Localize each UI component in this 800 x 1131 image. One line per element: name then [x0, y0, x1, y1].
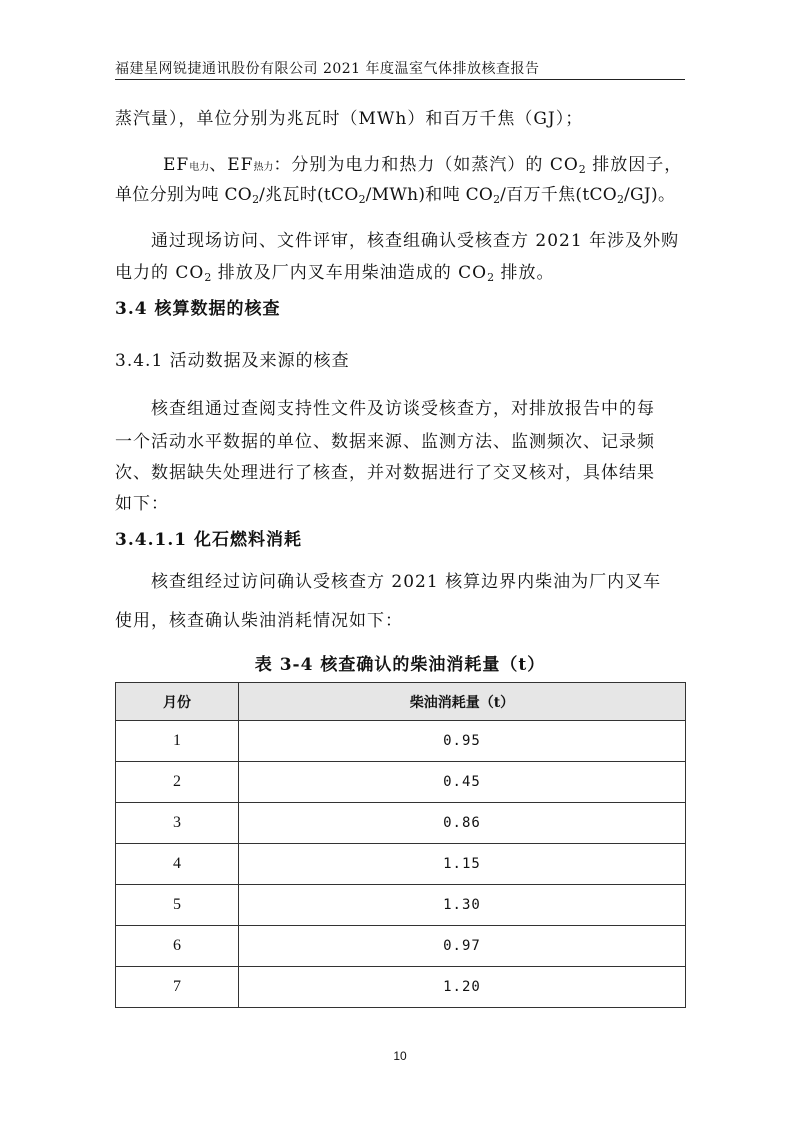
- paragraph-line: 一个活动水平数据的单位、数据来源、监测方法、监测频次、记录频: [115, 432, 655, 452]
- diesel-value-cell: 0.86: [238, 803, 685, 844]
- paragraph-line: 单位分别为吨 $CO_2/$兆瓦时(tCO$_2$/MWh)和吨 $CO_2/$百万千焦(tCO$_2$/GJ)。: [115, 185, 676, 206]
- section-heading: 3.4 核算数据的核查: [115, 299, 281, 319]
- column-header-month: 月份: [116, 683, 239, 721]
- paragraph-line: 使用，核查确认柴油消耗情况如下：: [115, 611, 403, 631]
- header-divider: [115, 79, 685, 80]
- month-cell: 3: [116, 803, 239, 844]
- paragraph-line: 如下：: [115, 494, 169, 514]
- table-row: [116, 926, 686, 967]
- diesel-value-cell: 0.45: [238, 762, 685, 803]
- diesel-value-cell: 1.30: [238, 885, 685, 926]
- month-cell: 5: [116, 885, 239, 926]
- month-cell: 6: [116, 926, 239, 967]
- paragraph-line: EF电力、EF热力：分别为电力和热力（如蒸汽）的 $CO_2$ 排放因子，: [163, 155, 683, 176]
- table-row: [116, 721, 686, 762]
- column-header-diesel: 柴油消耗量（t）: [238, 683, 685, 721]
- subsubsection-heading: 3.4.1.1 化石燃料消耗: [115, 530, 302, 550]
- paragraph-line: 次、数据缺失处理进行了核查，并对数据进行了交叉核对，具体结果: [115, 463, 655, 483]
- table-row: [116, 762, 686, 803]
- running-header: 福建星网锐捷通讯股份有限公司 2021 年度温室气体排放核查报告: [115, 61, 540, 77]
- paragraph-line: 电力的 $CO_2$ 排放及厂内叉车用柴油造成的 $CO_2$ 排放。: [115, 263, 555, 284]
- table-row: [116, 967, 686, 1008]
- paragraph-line: 蒸汽量），单位分别为兆瓦时（MWh）和百万千焦（GJ）；: [115, 109, 584, 129]
- table-row: [116, 885, 686, 926]
- paragraph-line: 通过现场访问、文件评审，核查组确认受核查方 2021 年涉及外购: [151, 231, 680, 251]
- month-cell: 4: [116, 844, 239, 885]
- table-header-row: [116, 683, 686, 721]
- diesel-value-cell: 0.95: [238, 721, 685, 762]
- month-cell: 7: [116, 967, 239, 1008]
- paragraph-line: 核查组经过访问确认受核查方 2021 核算边界内柴油为厂内叉车: [151, 572, 662, 592]
- table-caption: 表 3-4 核查确认的柴油消耗量（t）: [254, 655, 546, 675]
- diesel-value-cell: 1.20: [238, 967, 685, 1008]
- month-cell: 2: [116, 762, 239, 803]
- page-number: 10: [393, 1049, 407, 1063]
- table-row: [116, 803, 686, 844]
- subsection-heading: 3.4.1 活动数据及来源的核查: [115, 351, 350, 371]
- table-row: [116, 844, 686, 885]
- diesel-consumption-table: [115, 682, 686, 1008]
- paragraph-line: 核查组通过查阅支持性文件及访谈受核查方，对排放报告中的每: [151, 399, 655, 419]
- month-cell: 1: [116, 721, 239, 762]
- diesel-value-cell: 1.15: [238, 844, 685, 885]
- diesel-value-cell: 0.97: [238, 926, 685, 967]
